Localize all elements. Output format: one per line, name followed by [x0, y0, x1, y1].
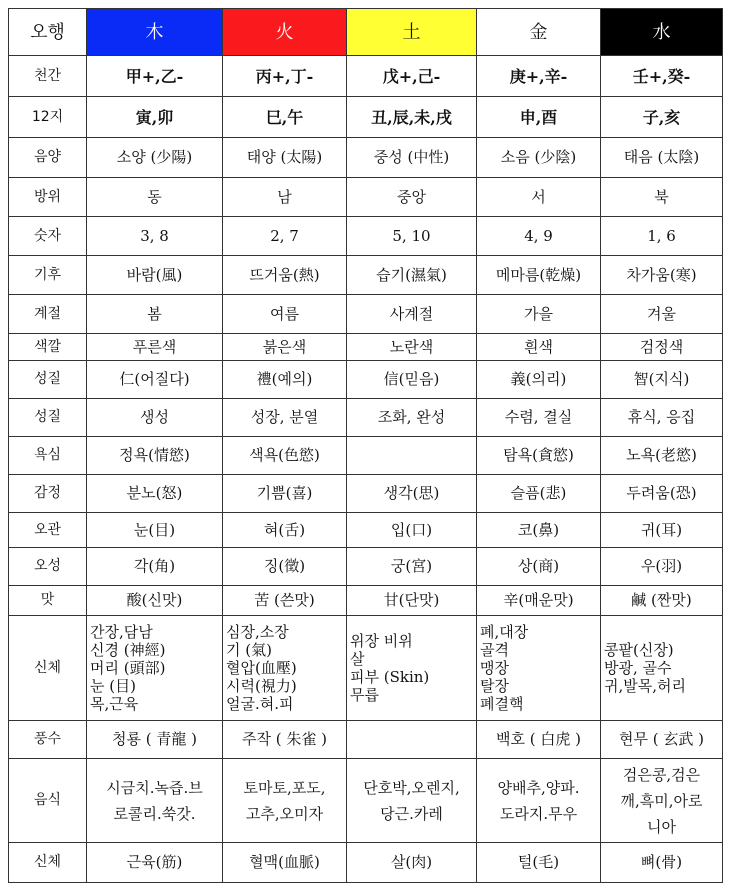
table-cell: 사계절 [347, 295, 477, 334]
table-cell: 검은콩,검은 깨,흑미,아로 니아 [601, 759, 723, 843]
table-cell: 뼈(骨) [601, 843, 723, 883]
row-label: 신체 [9, 616, 87, 721]
table-cell: 간장,담남 신경 (神經) 머리 (頭部) 눈 (目) 목,근육 [87, 616, 223, 721]
table-cell: 현무 ( 玄武 ) [601, 721, 723, 759]
table-cell: 가을 [477, 295, 601, 334]
row-label: 계절 [9, 295, 87, 334]
table-cell: 상(商) [477, 548, 601, 586]
row-label: 12지 [9, 97, 87, 138]
table-cell: 子,亥 [601, 97, 723, 138]
table-cell: 태양 (太陽) [223, 138, 347, 178]
table-cell [347, 437, 477, 475]
table-row [9, 548, 723, 586]
row-label: 숫자 [9, 217, 87, 256]
table-cell: 조화, 완성 [347, 399, 477, 437]
table-cell: 여름 [223, 295, 347, 334]
table-row [9, 721, 723, 759]
row-label: 신체 [9, 843, 87, 883]
table-cell: 수렴, 결실 [477, 399, 601, 437]
table-cell: 소양 (少陽) [87, 138, 223, 178]
row-label: 맛 [9, 586, 87, 616]
table-row [9, 138, 723, 178]
table-cell: 휴식, 응집 [601, 399, 723, 437]
row-label: 욕심 [9, 437, 87, 475]
table-cell: 입(口) [347, 513, 477, 548]
table-row [9, 178, 723, 217]
table-cell: 귀(耳) [601, 513, 723, 548]
table-cell: 눈(目) [87, 513, 223, 548]
table-cell: 智(지식) [601, 361, 723, 399]
table-cell: 털(毛) [477, 843, 601, 883]
row-label: 색깔 [9, 334, 87, 361]
table-cell: 바람(風) [87, 256, 223, 295]
table-cell: 각(角) [87, 548, 223, 586]
table-cell: 양배추,양파. 도라지.무우 [477, 759, 601, 843]
table-cell: 두려움(恐) [601, 475, 723, 513]
table-cell: 동 [87, 178, 223, 217]
table-cell: 태음 (太陰) [601, 138, 723, 178]
table-cell: 살(肉) [347, 843, 477, 883]
table-cell: 생성 [87, 399, 223, 437]
table-row [9, 475, 723, 513]
row-label: 기후 [9, 256, 87, 295]
header-row [9, 9, 723, 56]
table-cell: 토마토,포도, 고추,오미자 [223, 759, 347, 843]
table-row [9, 399, 723, 437]
table-cell: 혈맥(血脈) [223, 843, 347, 883]
table-cell: 심장,소장 기 (氣) 혈압(血壓) 시력(視力) 얼굴.혀.피 [223, 616, 347, 721]
row-label: 음식 [9, 759, 87, 843]
table-row [9, 334, 723, 361]
table-cell: 코(鼻) [477, 513, 601, 548]
table-cell: 노욕(老慾) [601, 437, 723, 475]
table-cell: 巳,午 [223, 97, 347, 138]
table-cell: 남 [223, 178, 347, 217]
table-row [9, 295, 723, 334]
table-cell: 酸(신맛) [87, 586, 223, 616]
table-cell: 庚+,辛- [477, 56, 601, 97]
table-cell: 혀(舌) [223, 513, 347, 548]
table-cell: 차가움(寒) [601, 256, 723, 295]
table-cell: 仁(어질다) [87, 361, 223, 399]
table-row [9, 759, 723, 843]
table-cell: 서 [477, 178, 601, 217]
table-cell: 생각(思) [347, 475, 477, 513]
row-label: 오관 [9, 513, 87, 548]
table-cell: 콩팥(신장) 방광, 골수 귀,발목,허리 [601, 616, 723, 721]
table-cell: 소음 (少陰) [477, 138, 601, 178]
row-label: 성질 [9, 399, 87, 437]
table-cell: 정욕(情慾) [87, 437, 223, 475]
element-header: 土 [347, 9, 477, 56]
table-cell: 시금치.녹즙.브 로콜리.쑥갓. [87, 759, 223, 843]
table-cell: 중앙 [347, 178, 477, 217]
table-cell: 붉은색 [223, 334, 347, 361]
element-header: 水 [601, 9, 723, 56]
table-cell: 苦 (쓴맛) [223, 586, 347, 616]
table-cell: 戊+,己- [347, 56, 477, 97]
row-label: 오행 [9, 9, 87, 56]
table-cell: 주작 ( 朱雀 ) [223, 721, 347, 759]
table-cell: 義(의리) [477, 361, 601, 399]
table-cell: 信(믿음) [347, 361, 477, 399]
table-cell: 申,酉 [477, 97, 601, 138]
table-cell: 禮(예의) [223, 361, 347, 399]
table-cell: 노란색 [347, 334, 477, 361]
table-cell: 4, 9 [477, 217, 601, 256]
row-label: 천간 [9, 56, 87, 97]
table-cell: 흰색 [477, 334, 601, 361]
element-header: 木 [87, 9, 223, 56]
table-cell: 우(羽) [601, 548, 723, 586]
table-cell: 뜨거움(熱) [223, 256, 347, 295]
row-label: 풍수 [9, 721, 87, 759]
table-row [9, 586, 723, 616]
table-cell: 근육(筋) [87, 843, 223, 883]
table-cell: 丙+,丁- [223, 56, 347, 97]
element-header: 火 [223, 9, 347, 56]
row-label: 오성 [9, 548, 87, 586]
table-row [9, 97, 723, 138]
table-cell: 북 [601, 178, 723, 217]
table-row [9, 616, 723, 721]
table-cell: 壬+,癸- [601, 56, 723, 97]
table-cell: 중성 (中性) [347, 138, 477, 178]
table-row [9, 56, 723, 97]
table-cell: 성장, 분열 [223, 399, 347, 437]
table-cell: 5, 10 [347, 217, 477, 256]
table-cell: 辛(매운맛) [477, 586, 601, 616]
five-elements-table [8, 8, 723, 883]
table-cell [347, 721, 477, 759]
table-row [9, 437, 723, 475]
table-cell: 겨울 [601, 295, 723, 334]
table-cell: 甲+,乙- [87, 56, 223, 97]
row-label: 음양 [9, 138, 87, 178]
row-label: 방위 [9, 178, 87, 217]
table-cell: 메마름(乾燥) [477, 256, 601, 295]
table-row [9, 217, 723, 256]
table-cell: 검정색 [601, 334, 723, 361]
table-cell: 습기(濕氣) [347, 256, 477, 295]
table-cell: 3, 8 [87, 217, 223, 256]
table-cell: 폐,대장 골격 맹장 탈장 폐결핵 [477, 616, 601, 721]
table-cell: 푸른색 [87, 334, 223, 361]
table-cell: 1, 6 [601, 217, 723, 256]
table-cell: 봄 [87, 295, 223, 334]
table-cell: 2, 7 [223, 217, 347, 256]
table-row [9, 361, 723, 399]
table-cell: 백호 ( 白虎 ) [477, 721, 601, 759]
table-cell: 鹹 (짠맛) [601, 586, 723, 616]
table-cell: 단호박,오렌지, 당근.카레 [347, 759, 477, 843]
table-cell: 청룡 ( 青龍 ) [87, 721, 223, 759]
element-header: 金 [477, 9, 601, 56]
table-cell: 위장 비위 살 피부 (Skin) 무릅 [347, 616, 477, 721]
table-cell: 분노(怒) [87, 475, 223, 513]
table-row [9, 513, 723, 548]
table-cell: 슬픔(悲) [477, 475, 601, 513]
row-label: 성질 [9, 361, 87, 399]
table-cell: 寅,卯 [87, 97, 223, 138]
table-cell: 색욕(色慾) [223, 437, 347, 475]
table-cell: 丑,辰,未,戌 [347, 97, 477, 138]
table-row [9, 256, 723, 295]
table-row [9, 843, 723, 883]
table-cell: 기쁨(喜) [223, 475, 347, 513]
table-cell: 궁(宮) [347, 548, 477, 586]
row-label: 감정 [9, 475, 87, 513]
table-cell: 탐욕(貪慾) [477, 437, 601, 475]
table-cell: 甘(단맛) [347, 586, 477, 616]
table-cell: 징(徵) [223, 548, 347, 586]
